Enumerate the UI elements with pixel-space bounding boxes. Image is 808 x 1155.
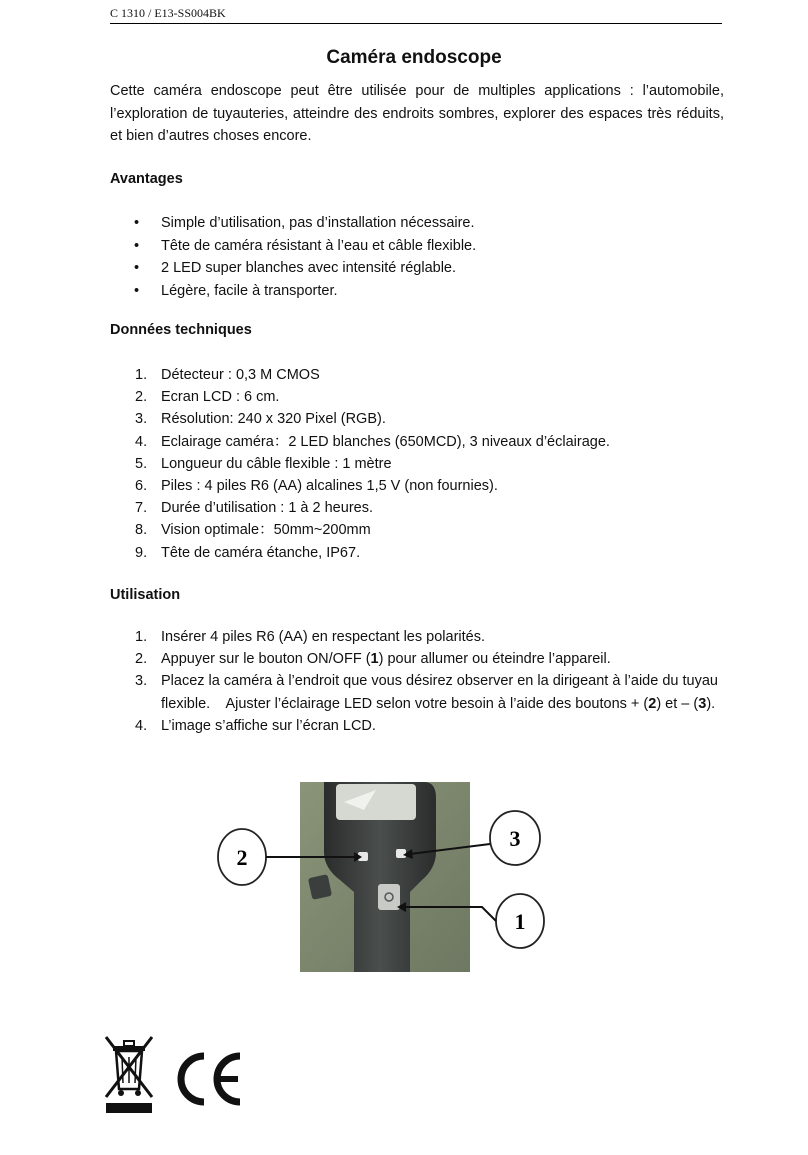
callout-label-3: 3 <box>509 826 521 851</box>
list-text: Résolution: 240 x 320 Pixel (RGB). <box>161 411 386 428</box>
section-title-utilisation: Utilisation <box>110 587 181 603</box>
document-header <box>110 6 722 24</box>
list-text: Eclairage caméra：2 LED blanches (650MCD), 3 niveaux d’éclairage. <box>161 433 610 450</box>
power-button <box>378 884 400 910</box>
device-photo <box>214 780 554 975</box>
list-number: 4. <box>135 717 148 734</box>
list-item: • Légère, facile à transporter. <box>110 280 724 303</box>
list-text: ) et – ( <box>656 695 699 712</box>
list-text: Placez la caméra à l’endroit que vous désirez observer en la dirigeant à l’aide du tuyau flexible. Ajuster l’éclairage LED selon votre besoin à l’aide des boutons + ( <box>161 673 722 712</box>
list-item <box>110 715 724 737</box>
list-item: • 2 LED super blanches avec intensité réglable. <box>110 257 724 280</box>
list-number: 3. <box>135 673 148 690</box>
list-number: 6. <box>135 478 148 495</box>
list-number: 4. <box>135 433 148 450</box>
intro-paragraph: Cette caméra endoscope peut être utilisée pour de multiples applications : l’automobile, l’exploration de tuyauteries, atteindre des endroits sombres, explorer des espaces très réduits, et bien d’autres choses encore. <box>110 83 724 144</box>
list-number: 3. <box>135 411 148 428</box>
list-text: L’image s’affiche sur l’écran LCD. <box>161 717 376 734</box>
list-item <box>110 542 724 564</box>
section-title-donnees: Données techniques <box>110 322 252 338</box>
list-text: Ecran LCD : 6 cm. <box>161 389 280 406</box>
list-item: • Tête de caméra résistant à l’eau et câble flexible. <box>110 235 724 258</box>
list-item <box>110 453 724 475</box>
utilisation-list <box>110 626 724 737</box>
list-item <box>110 431 724 453</box>
list-number: 1. <box>135 367 148 383</box>
list-item <box>110 386 724 408</box>
donnees-list <box>110 364 724 564</box>
list-text: Piles : 4 piles R6 (AA) alcalines 1,5 V (non fournies). <box>161 478 498 495</box>
list-item <box>110 364 724 386</box>
section-title-avantages: Avantages <box>110 171 183 187</box>
list-item <box>110 626 724 648</box>
list-item <box>110 497 724 519</box>
list-number: 7. <box>135 500 148 517</box>
list-item <box>110 475 724 497</box>
callout-ref: 1 <box>370 651 379 668</box>
list-number: 9. <box>135 544 148 561</box>
minus-button <box>396 849 406 858</box>
list-text: Insérer 4 piles R6 (AA) en respectant les polarités. <box>161 629 485 645</box>
list-number: 2. <box>135 651 148 668</box>
list-text: ) pour allumer ou éteindre l’appareil. <box>378 651 611 668</box>
list-text: Détecteur : 0,3 M CMOS <box>161 367 320 383</box>
list-text: Appuyer sur le bouton ON/OFF ( <box>161 651 371 668</box>
list-text: Longueur du câble flexible : 1 mètre <box>161 455 392 472</box>
list-item <box>110 648 724 670</box>
list-text: Tête de caméra étanche, IP67. <box>161 544 361 561</box>
list-number: 5. <box>135 455 148 472</box>
list-number: 8. <box>135 522 148 539</box>
list-number: 2. <box>135 389 148 406</box>
ce-mark-icon <box>172 1050 246 1113</box>
avantages-list <box>110 212 724 302</box>
page-title: Caméra endoscope <box>326 47 502 68</box>
document-code: C 1310 / E13-SS004BK <box>110 6 226 20</box>
callout-ref: 2 <box>648 695 657 712</box>
callout-label-1: 1 <box>514 909 526 934</box>
callout-ref: 3 <box>698 695 707 712</box>
list-item <box>110 408 724 430</box>
weee-bin-icon <box>102 1033 156 1120</box>
list-text: Vision optimale：50mm~200mm <box>161 522 371 539</box>
list-number: 1. <box>135 629 148 645</box>
list-text: Durée d’utilisation : 1 à 2 heures. <box>161 500 373 517</box>
device-figure <box>214 780 554 975</box>
list-item <box>110 670 724 714</box>
list-text: ). <box>706 695 716 712</box>
list-item: • Simple d’utilisation, pas d’installation nécessaire. <box>110 212 724 235</box>
list-item <box>110 519 724 541</box>
callout-label-2: 2 <box>236 845 248 870</box>
